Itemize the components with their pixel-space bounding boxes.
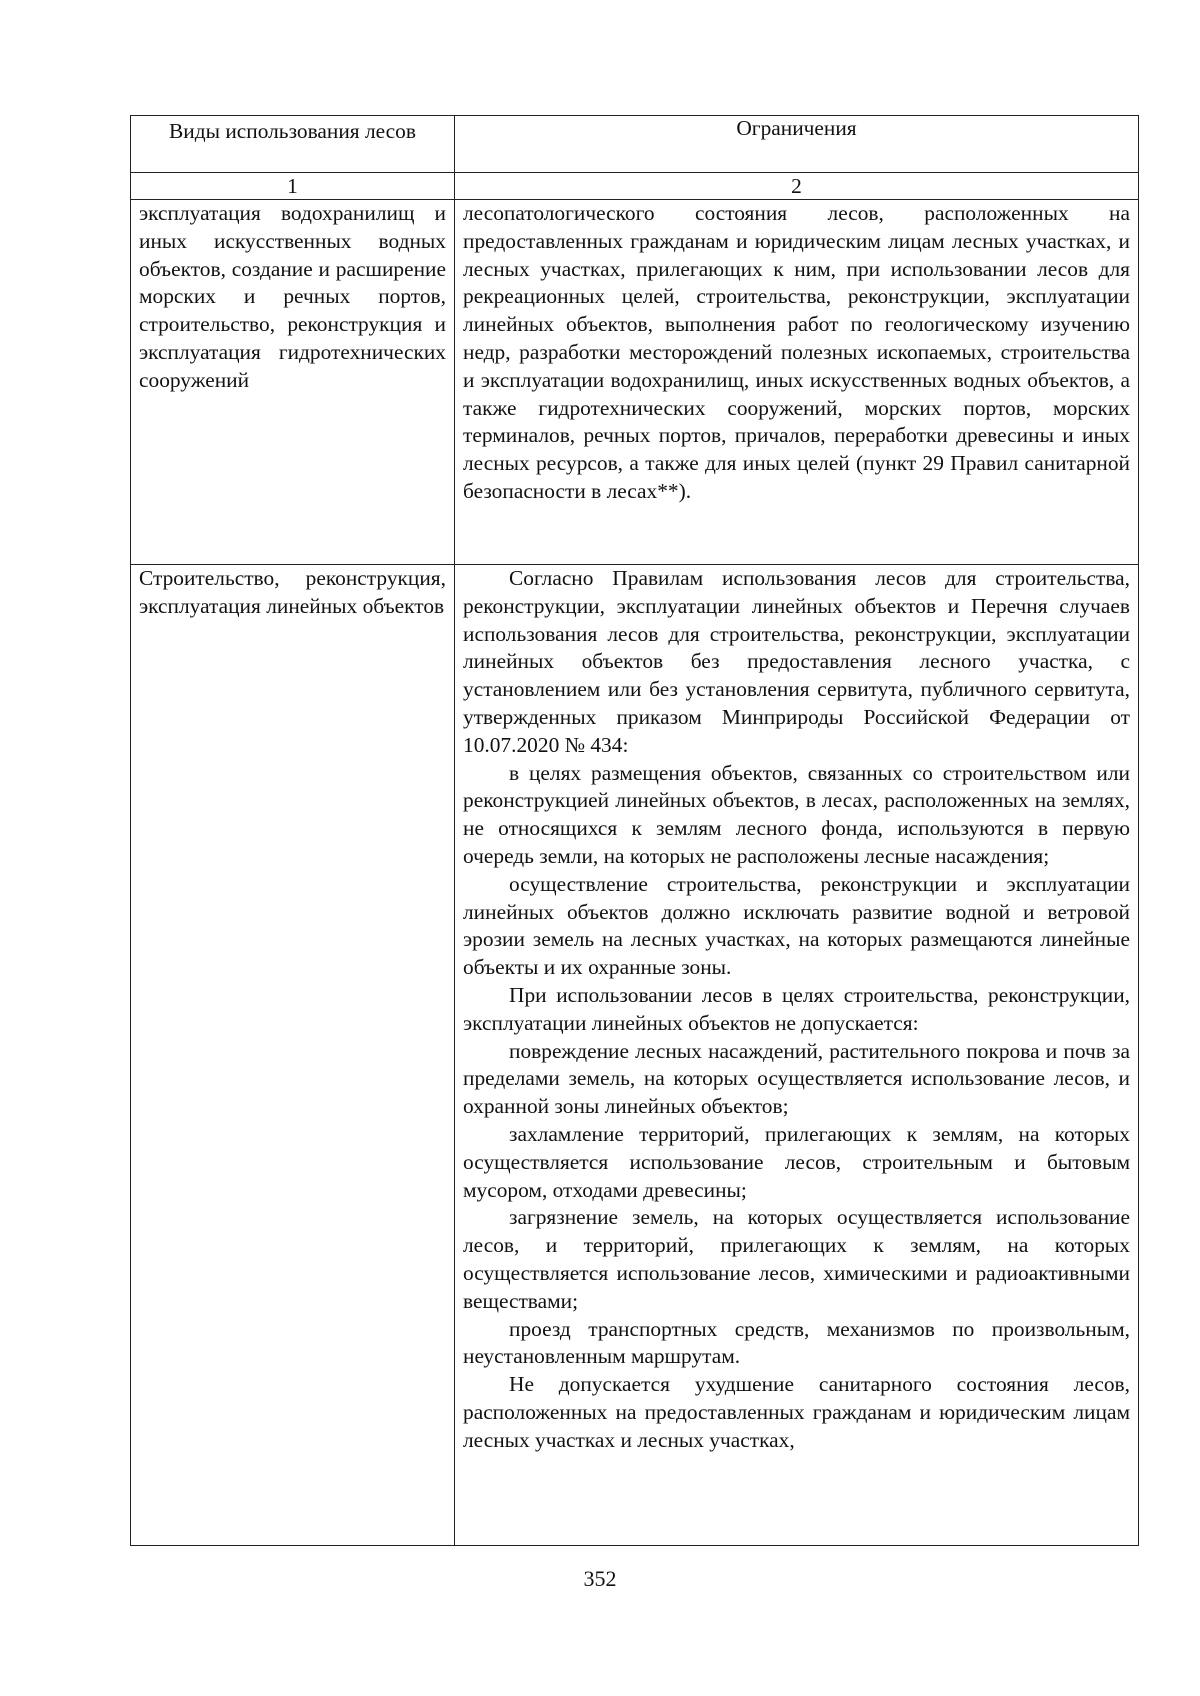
header-forest-use-types <box>131 116 455 173</box>
restrictions-cell <box>455 200 1139 565</box>
forest-use-type-text: эксплуатация водохранилищ и иных искусственных водных объектов, создание и расширение морских и речных портов, строительство, реконструкция и эксплуатация гидротехнических сооружений <box>139 201 446 392</box>
table-header-row <box>131 116 1139 173</box>
restrictions-table <box>130 115 1139 1546</box>
forest-use-type-text: Строительство, реконструкция, эксплуатация линейных объектов <box>139 566 446 618</box>
header-col2-text: Ограничения <box>736 116 857 140</box>
restriction-paragraph: Не допускается ухудшение санитарного состояния лесов, расположенных на предоставленных гражданам и юридическим лицам лесных участках и лесных участках, <box>463 1372 1130 1452</box>
restriction-paragraph: проезд транспортных средств, механизмов по произвольным, неустановленным маршрутам. <box>463 1316 1130 1369</box>
header-col1-text: Виды использования лесов <box>169 119 416 143</box>
restriction-paragraph: При использовании лесов в целях строительства, реконструкции, эксплуатации линейных объектов не допускается: <box>463 982 1130 1035</box>
table-column-numbers-row <box>131 173 1139 200</box>
restriction-paragraph: лесопатологического состояния лесов, расположенных на предоставленных гражданам и юридическим лицам лесных участках, и лесных участках, прилегающих к ним, при использовании лесов для рекреационных целей, строительства, реконструкции, эксплуатации линейных объектов, выполнения работ по геологическому изучению недр, разработки месторождений полезных ископаемых, строительства и эксплуатации водохранилищ, иных искусственных водных объектов, а также гидротехнических сооружений, морских портов, морских терминалов, речных портов, причалов, переработки древесины и иных лесных ресурсов, а также для иных целей (пункт 29 Правил санитарной безопасности в лесах**). <box>463 201 1130 503</box>
restriction-paragraph: загрязнение земель, на которых осуществляется использование лесов, и территорий, прилегающих к землям, на которых осуществляется использование лесов, химическими и радиоактивными веществами; <box>463 1205 1130 1313</box>
table-row <box>131 200 1139 565</box>
restriction-paragraph: Согласно Правилам использования лесов для строительства, реконструкции, эксплуатации линейных объектов и Перечня случаев использования лесов для строительства, реконструкции, эксплуатации линейных объектов без предоставления лесного участка, с установлением или без установления сервитута, публичного сервитута, утвержденных приказом Минприроды Российской Федерации от 10.07.2020 № 434: <box>463 566 1130 757</box>
restrictions-cell <box>455 565 1139 1546</box>
table-row <box>131 565 1139 1546</box>
restriction-paragraph: повреждение лесных насаждений, растительного покрова и почв за пределами земель, на которых осуществляется использование лесов, и охранной зоны линейных объектов; <box>463 1038 1130 1119</box>
forest-use-type-cell <box>131 200 455 565</box>
restriction-paragraph: осуществление строительства, реконструкции и эксплуатации линейных объектов должно исключать развитие водной и ветровой эрозии земель на лесных участках, на которых размещаются линейные объекты и их охранные зоны. <box>463 871 1130 980</box>
forest-use-type-cell <box>131 565 455 1546</box>
restriction-paragraph: захламление территорий, прилегающих к землям, на которых осуществляется использование лесов, строительным и бытовым мусором, отходами древесины; <box>463 1121 1130 1202</box>
page-number: 352 <box>583 1566 617 1591</box>
column-number-2: 2 <box>455 173 1139 200</box>
restriction-paragraph: в целях размещения объектов, связанных со строительством или реконструкцией линейных объектов, в лесах, расположенных на землях, не относящихся к землям лесного фонда, используются в первую очередь земли, на которых не расположены лесные насаждения; <box>463 760 1130 868</box>
header-restrictions <box>455 116 1139 173</box>
column-number-1: 1 <box>131 173 455 200</box>
